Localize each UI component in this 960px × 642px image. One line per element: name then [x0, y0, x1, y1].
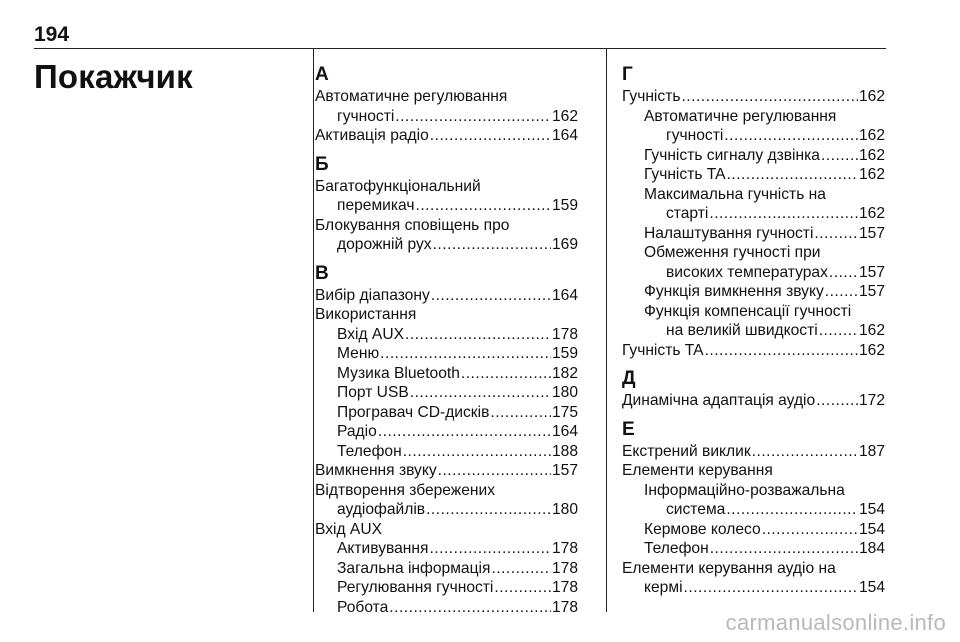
entry-text: аудіофайлів	[337, 501, 426, 518]
index-subentry	[315, 325, 578, 345]
dot-leader	[405, 325, 551, 345]
dot-leader	[825, 282, 858, 302]
dot-leader	[814, 224, 858, 244]
page-ref: 162	[858, 205, 885, 222]
index-entry	[315, 520, 578, 540]
entry-text: Вибір діапазону	[315, 286, 430, 304]
index-subentry	[315, 598, 578, 618]
index-section	[315, 152, 578, 255]
entry-text: Вимкнення звуку	[315, 462, 437, 479]
entry-text: Функція компенсації гучності	[644, 302, 852, 320]
page-ref: 162	[858, 88, 885, 105]
entry-text: Налаштування гучності	[644, 224, 814, 242]
index-entry	[315, 87, 578, 126]
entry-text: гучності	[337, 107, 395, 125]
index-subentry	[622, 146, 885, 166]
dot-leader	[684, 578, 858, 598]
page-ref: 162	[858, 166, 885, 183]
dot-leader	[819, 321, 858, 341]
dot-leader	[727, 165, 858, 185]
index-subentry	[622, 243, 885, 282]
page-ref: 180	[551, 501, 578, 518]
index-title: Покажчик	[34, 58, 193, 95]
page-ref: 157	[858, 224, 885, 242]
index-column-2	[622, 62, 885, 598]
entry-text: кермі	[644, 579, 683, 596]
index-subentry	[315, 403, 578, 423]
index-entry	[622, 461, 885, 481]
page-ref: 162	[858, 322, 885, 339]
index-entry	[315, 216, 578, 255]
entry-text: перемикач	[337, 197, 415, 214]
index-subentry	[622, 282, 885, 302]
index-subentry	[622, 481, 885, 520]
dot-leader	[378, 422, 551, 442]
index-subentry	[622, 224, 885, 244]
index-entry	[315, 305, 578, 325]
dot-leader	[395, 107, 551, 127]
page-ref: 180	[551, 384, 578, 401]
entry-text: Елементи керування аудіо на	[622, 559, 836, 577]
page-ref: 159	[551, 345, 578, 362]
dot-leader	[494, 578, 551, 598]
dot-leader	[410, 383, 551, 403]
page-number: 194	[34, 23, 70, 46]
dot-leader	[705, 341, 858, 361]
dot-leader	[389, 598, 551, 618]
index-entry	[622, 559, 885, 598]
page-ref: 162	[858, 341, 885, 359]
dot-leader	[821, 146, 858, 166]
index-subentry	[315, 364, 578, 384]
column-divider-right	[606, 48, 607, 612]
page-ref: 164	[551, 127, 578, 144]
entry-text: Загальна інформація	[337, 559, 491, 577]
entry-text: на великій швидкості	[666, 322, 818, 339]
index-section	[622, 417, 885, 598]
page-ref: 164	[551, 286, 578, 304]
index-subentry	[622, 185, 885, 224]
entry-text: Відтворення збережених	[315, 481, 496, 499]
page-ref: 178	[551, 598, 578, 616]
index-subentry	[315, 539, 578, 559]
index-entry	[622, 87, 885, 107]
dot-leader	[829, 263, 858, 283]
page-ref: 182	[551, 364, 578, 382]
index-subentry	[622, 165, 885, 185]
dot-leader	[461, 364, 551, 384]
page-ref: 162	[858, 127, 885, 144]
entry-text: Максимальна гучність на	[644, 185, 826, 203]
dot-leader	[403, 442, 551, 462]
index-entry	[315, 126, 578, 146]
index-section	[315, 261, 578, 618]
entry-text: Елементи керування	[622, 462, 773, 479]
dot-leader	[816, 391, 858, 411]
page-ref: 157	[858, 283, 885, 300]
page-ref: 172	[858, 392, 885, 409]
dot-leader	[426, 500, 551, 520]
entry-text: Програвач CD-дисків	[337, 403, 490, 421]
watermark: carmanualsonline.info	[725, 610, 946, 635]
section-letter: В	[315, 262, 329, 284]
dot-leader	[490, 403, 551, 423]
entry-text: Кермове колесо	[644, 520, 761, 538]
entry-text: Обмеження гучності при	[644, 244, 821, 261]
index-subentry	[315, 578, 578, 598]
entry-text: система	[666, 501, 726, 518]
page-ref: 169	[551, 236, 578, 253]
column-divider-left	[313, 48, 314, 612]
index-section	[622, 366, 885, 411]
dot-leader	[762, 520, 858, 540]
dot-leader	[438, 461, 551, 481]
index-subentry	[315, 344, 578, 364]
page-ref: 178	[551, 325, 578, 343]
header-rule	[34, 48, 886, 49]
index-subentry	[622, 539, 885, 559]
page-ref: 154	[858, 579, 885, 596]
dot-leader	[429, 539, 551, 559]
entry-text: Гучність	[622, 88, 681, 105]
page-ref: 187	[858, 442, 885, 460]
entry-text: Музика Bluetooth	[337, 364, 460, 382]
index-entry	[315, 461, 578, 481]
dot-leader	[431, 286, 551, 306]
page-ref: 162	[858, 146, 885, 164]
index-subentry	[315, 442, 578, 462]
index-subentry	[315, 559, 578, 579]
section-letter: Г	[622, 64, 633, 85]
entry-text: Гучність сигналу дзвінка	[644, 146, 820, 164]
entry-text: Екстрений виклик	[622, 442, 751, 460]
page-ref: 162	[551, 107, 578, 125]
entry-text: Регулювання гучності	[337, 579, 494, 596]
entry-text: Автоматичне регулювання	[315, 88, 508, 105]
page-ref: 154	[858, 520, 885, 538]
dot-leader	[726, 500, 858, 520]
dot-leader	[416, 196, 551, 216]
section-letter: А	[315, 64, 329, 85]
entry-text: Динамічна адаптація аудіо	[622, 392, 816, 409]
entry-text: Блокування сповіщень про	[315, 216, 510, 234]
entry-text: дорожній рух	[337, 236, 432, 253]
page-ref: 178	[551, 579, 578, 596]
dot-leader	[710, 539, 858, 559]
dot-leader	[430, 126, 551, 146]
dot-leader	[724, 126, 858, 146]
entry-text: Активація радіо	[315, 127, 429, 144]
entry-text: Радіо	[337, 423, 377, 440]
index-entry	[622, 341, 885, 361]
index-subentry	[315, 383, 578, 403]
dot-leader	[681, 87, 858, 107]
dot-leader	[709, 204, 858, 224]
section-letter: Е	[622, 418, 635, 440]
entry-text: Робота	[337, 598, 389, 616]
entry-text: Використання	[315, 306, 417, 323]
page-ref: 175	[551, 403, 578, 421]
page-ref: 154	[858, 501, 885, 518]
section-letter: Б	[315, 153, 329, 175]
entry-text: Вхід AUX	[315, 520, 382, 538]
section-letter: Д	[622, 368, 636, 389]
index-subentry	[622, 107, 885, 146]
entry-text: Багатофункціональний	[315, 177, 481, 195]
page-ref: 159	[551, 197, 578, 214]
index-subentry	[315, 422, 578, 442]
entry-text: Меню	[337, 345, 380, 362]
page-ref: 184	[858, 540, 885, 557]
entry-text: Функція вимкнення звуку	[644, 283, 824, 300]
page-ref: 157	[858, 263, 885, 281]
entry-text: Гучність TA	[644, 166, 726, 183]
index-entry	[315, 481, 578, 520]
page-ref: 178	[551, 540, 578, 557]
dot-leader	[752, 442, 858, 462]
dot-leader	[433, 235, 551, 255]
entry-text: Автоматичне регулювання	[644, 107, 837, 125]
entry-text: Гучність TA	[622, 341, 704, 359]
index-section	[315, 62, 578, 146]
page-ref: 157	[551, 462, 578, 479]
entry-text: Вхід AUX	[337, 325, 404, 343]
index-entry	[315, 177, 578, 216]
index-column-1	[315, 62, 578, 617]
page-ref: 178	[551, 559, 578, 577]
entry-text: Порт USB	[337, 384, 409, 401]
entry-text: високих температурах	[666, 263, 828, 281]
index-entry	[622, 442, 885, 462]
dot-leader	[491, 559, 551, 579]
entry-text: Телефон	[337, 442, 402, 460]
index-entry	[622, 391, 885, 411]
entry-text: гучності	[666, 127, 724, 144]
index-entry	[315, 286, 578, 306]
index-subentry	[622, 520, 885, 540]
page-ref: 164	[551, 423, 578, 440]
dot-leader	[380, 344, 551, 364]
entry-text: Активування	[337, 540, 429, 557]
index-subentry	[622, 302, 885, 341]
entry-text: Телефон	[644, 540, 709, 557]
entry-text: Інформаційно-розважальна	[644, 481, 845, 499]
index-section	[622, 62, 885, 360]
entry-text: старті	[666, 205, 709, 222]
page-ref: 188	[551, 442, 578, 460]
